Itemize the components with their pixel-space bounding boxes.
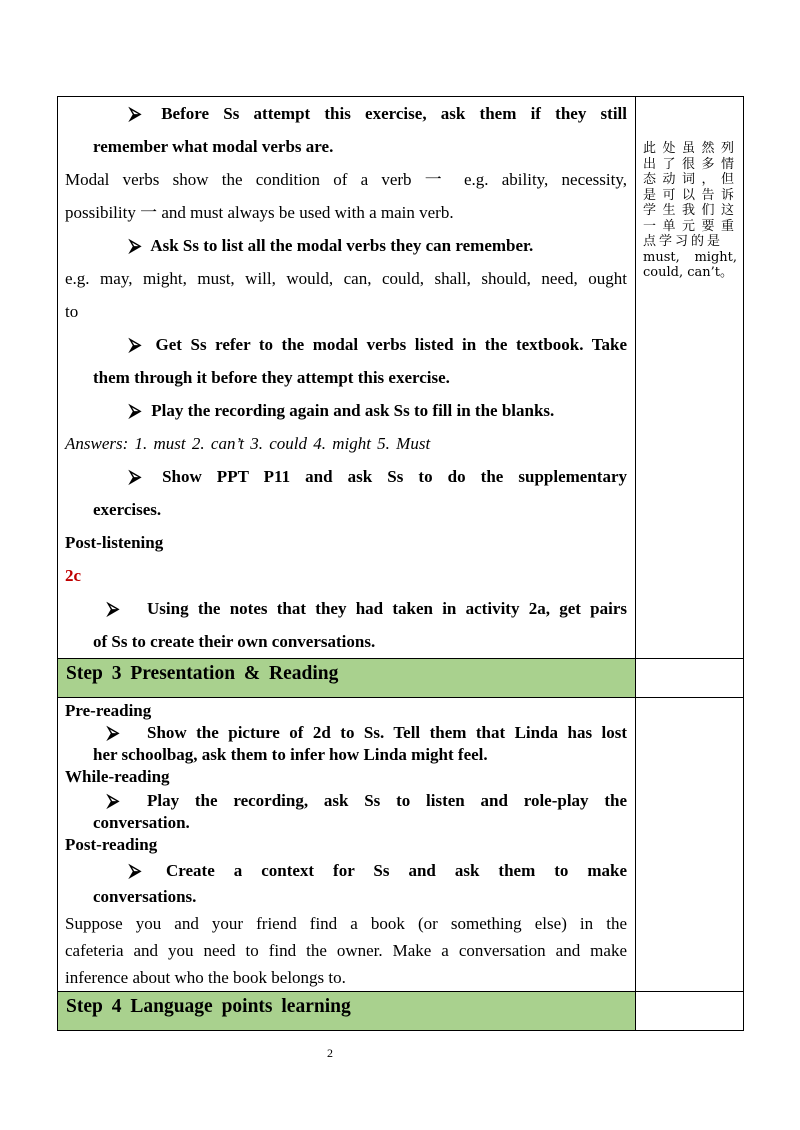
procedure-cell — [58, 97, 636, 659]
bullet-item — [65, 97, 627, 130]
side-note — [636, 97, 743, 281]
paragraph-line: Modal verbs show the condition of a verb 一 e.g. ability, necessity, — [65, 170, 627, 189]
page-number: 2 — [327, 1046, 333, 1060]
arrow-bullet-icon: ⮚ — [107, 599, 120, 618]
arrow-bullet-icon: ⮚ — [129, 401, 142, 420]
section-heading: While-reading — [65, 767, 170, 786]
bullet-text: Show the picture of 2d to Ss. Tell them that Linda has lost — [147, 723, 627, 742]
step-header-cell — [58, 992, 636, 1031]
step-header-cell — [58, 659, 636, 698]
bullet-text-continued: conversation. — [93, 813, 190, 832]
table-row — [58, 992, 744, 1031]
arrow-bullet-icon: ⮚ — [129, 467, 142, 486]
paragraph-line: to — [65, 302, 79, 321]
arrow-bullet-icon: ⮚ — [129, 236, 142, 255]
paragraph-line: possibility 一 and must always be used with a main verb. — [65, 203, 454, 222]
bullet-text-continued: conversations. — [93, 887, 197, 906]
note-cell — [636, 97, 744, 659]
bullet-text: Play the recording, ask Ss to listen and role-play the — [147, 791, 627, 810]
bullet-item — [65, 860, 627, 882]
bullet-text-continued: them through it before they attempt this exercise. — [93, 368, 450, 387]
bullet-item — [65, 790, 627, 812]
arrow-bullet-icon: ⮚ — [129, 104, 142, 123]
paragraph-line: Suppose you and your friend find a book (or something else) in the — [65, 914, 627, 933]
bullet-text-continued: exercises. — [93, 500, 162, 519]
activity-label: 2c — [65, 566, 82, 585]
bullet-text: Before Ss attempt this exercise, ask them if they still — [161, 104, 627, 123]
bullet-item — [65, 722, 627, 744]
section-heading: Pre-reading — [65, 701, 152, 720]
note-cell — [636, 698, 744, 992]
note-cell — [636, 992, 744, 1031]
section-heading: Post-listening — [65, 533, 164, 552]
bullet-text: Using the notes that they had taken in activity 2a, get pairs — [147, 599, 627, 618]
arrow-bullet-icon: ⮚ — [107, 791, 120, 810]
table-row — [58, 698, 744, 992]
section-heading: Post-reading — [65, 835, 158, 854]
paragraph-line: e.g. may, might, must, will, would, can, could, shall, should, need, ought — [65, 269, 627, 288]
step-title: Step 3 Presentation & Reading — [66, 663, 339, 684]
bullet-text: Ask Ss to list all the modal verbs they can remember. — [150, 236, 534, 255]
bullet-text-continued: her schoolbag, ask them to infer how Linda might feel. — [93, 745, 488, 764]
bullet-text: Show PPT P11 and ask Ss to do the supplementary — [162, 467, 627, 486]
bullet-item — [65, 460, 627, 493]
lesson-plan-table — [57, 96, 744, 1031]
bullet-item — [65, 394, 627, 427]
step-title: Step 4 Language points learning — [66, 996, 351, 1017]
side-note-english: could, can’t。 — [643, 265, 733, 280]
bullet-item — [65, 229, 627, 262]
bullet-text-continued: remember what modal verbs are. — [93, 137, 334, 156]
bullet-text: Get Ss refer to the modal verbs listed in the textbook. Take — [155, 335, 627, 354]
side-note-chinese: 此处虽然列出了很多情态动词，但是可以告诉学生我们这一单元要重点学习的是 — [643, 141, 737, 249]
bullet-item — [65, 592, 627, 625]
bullet-text: Create a context for Ss and ask them to make — [165, 861, 628, 880]
procedure-cell — [58, 698, 636, 992]
note-cell — [636, 659, 744, 698]
arrow-bullet-icon: ⮚ — [107, 723, 120, 742]
paragraph-line: cafeteria and you need to find the owner. Make a conversation and make — [65, 941, 627, 960]
paragraph-line: inference about who the book belongs to. — [65, 968, 346, 987]
answers-line: Answers: 1. must 2. can’t 3. could 4. might 5. Must — [65, 434, 431, 453]
table-row — [58, 659, 744, 698]
arrow-bullet-icon: ⮚ — [129, 861, 142, 880]
bullet-text-continued: of Ss to create their own conversations. — [93, 632, 376, 651]
table-row — [58, 97, 744, 659]
bullet-text: Play the recording again and ask Ss to fill in the blanks. — [151, 401, 555, 420]
bullet-item — [65, 328, 627, 361]
arrow-bullet-icon: ⮚ — [129, 335, 142, 354]
side-note-english: must, might, — [643, 249, 737, 265]
